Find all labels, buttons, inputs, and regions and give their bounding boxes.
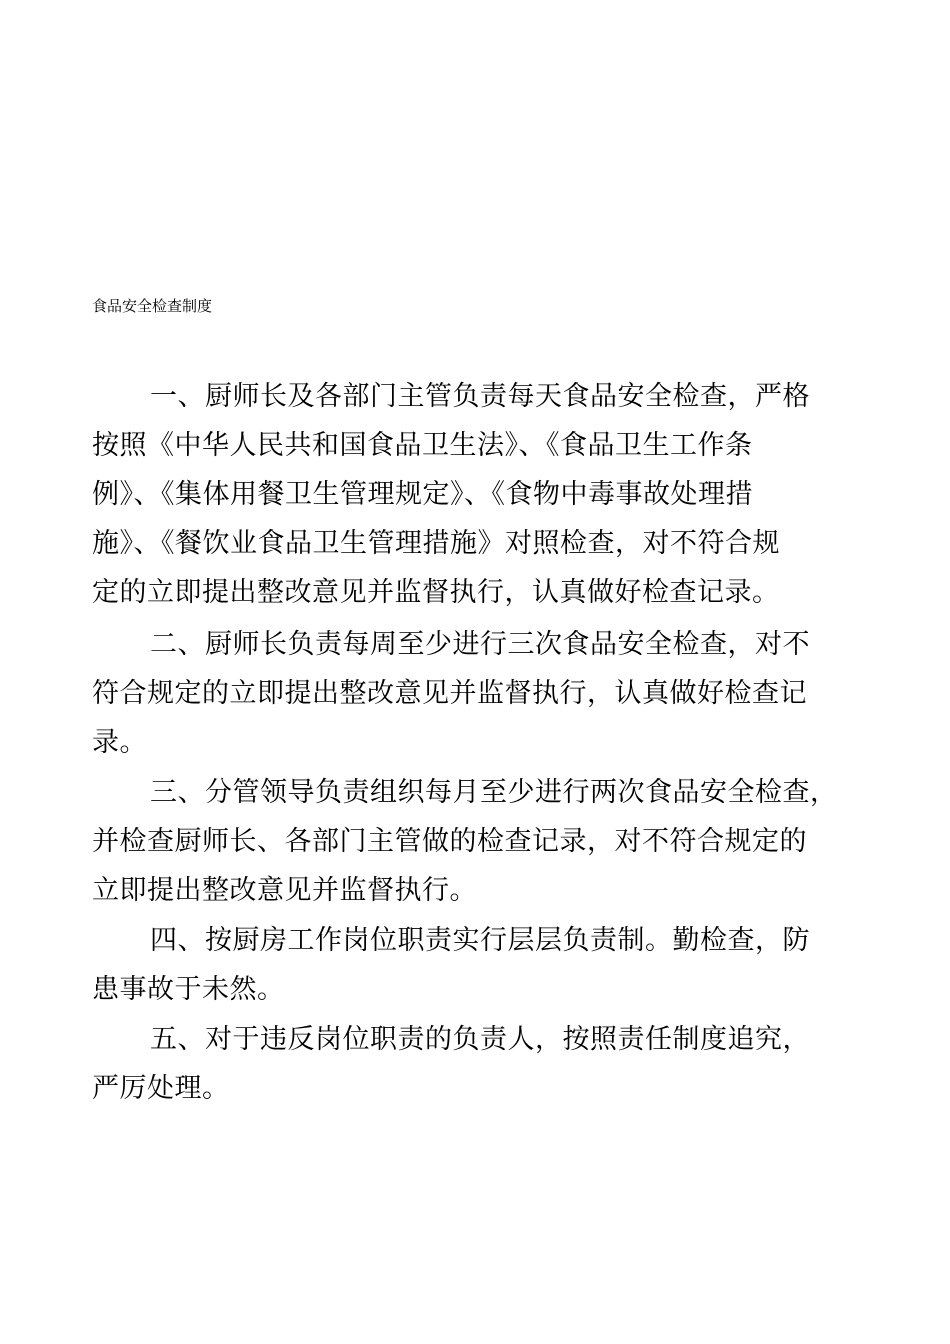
paragraph-line: 录。 — [92, 727, 147, 758]
paragraph-line: 患事故于未然。 — [92, 974, 285, 1005]
paragraph-line: 一、厨师长及各部门主管负责每天食品安全检查，严格 — [150, 381, 810, 412]
paragraph-line: 施》、《餐饮业食品卫生管理措施》对照检查，对不符合规 — [92, 528, 780, 559]
paragraph-line: 定的立即提出整改意见并监督执行，认真做好检查记录。 — [92, 577, 780, 608]
paragraph-1 — [92, 372, 872, 617]
paragraph-line: 五、对于违反岗位职责的负责人，按照责任制度追究， — [150, 1024, 810, 1055]
paragraph-line: 三、分管领导负责组织每月至少进行两次食品安全检查， — [150, 777, 838, 808]
paragraph-4 — [92, 916, 872, 1014]
paragraph-line: 例》、《集体用餐卫生管理规定》、《食物中毒事故处理措 — [92, 479, 753, 510]
paragraph-line: 立即提出整改意见并监督执行。 — [92, 875, 477, 906]
paragraph-line: 二、厨师长负责每周至少进行三次食品安全检查，对不 — [150, 629, 810, 660]
paragraph-3 — [92, 768, 872, 915]
paragraph-line: 符合规定的立即提出整改意见并监督执行，认真做好检查记 — [92, 678, 807, 709]
document-title: 食品安全检查制度 — [92, 297, 213, 315]
paragraph-line: 按照《中华人民共和国食品卫生法》、《食品卫生工作条 — [92, 430, 753, 461]
paragraph-line: 四、按厨房工作岗位职责实行层层负责制。勤检查，防 — [150, 925, 810, 956]
paragraph-line: 并检查厨师长、各部门主管做的检查记录，对不符合规定的 — [92, 826, 807, 857]
paragraph-5 — [92, 1015, 872, 1113]
paragraph-line: 严厉处理。 — [92, 1073, 230, 1104]
paragraph-2 — [92, 620, 872, 767]
